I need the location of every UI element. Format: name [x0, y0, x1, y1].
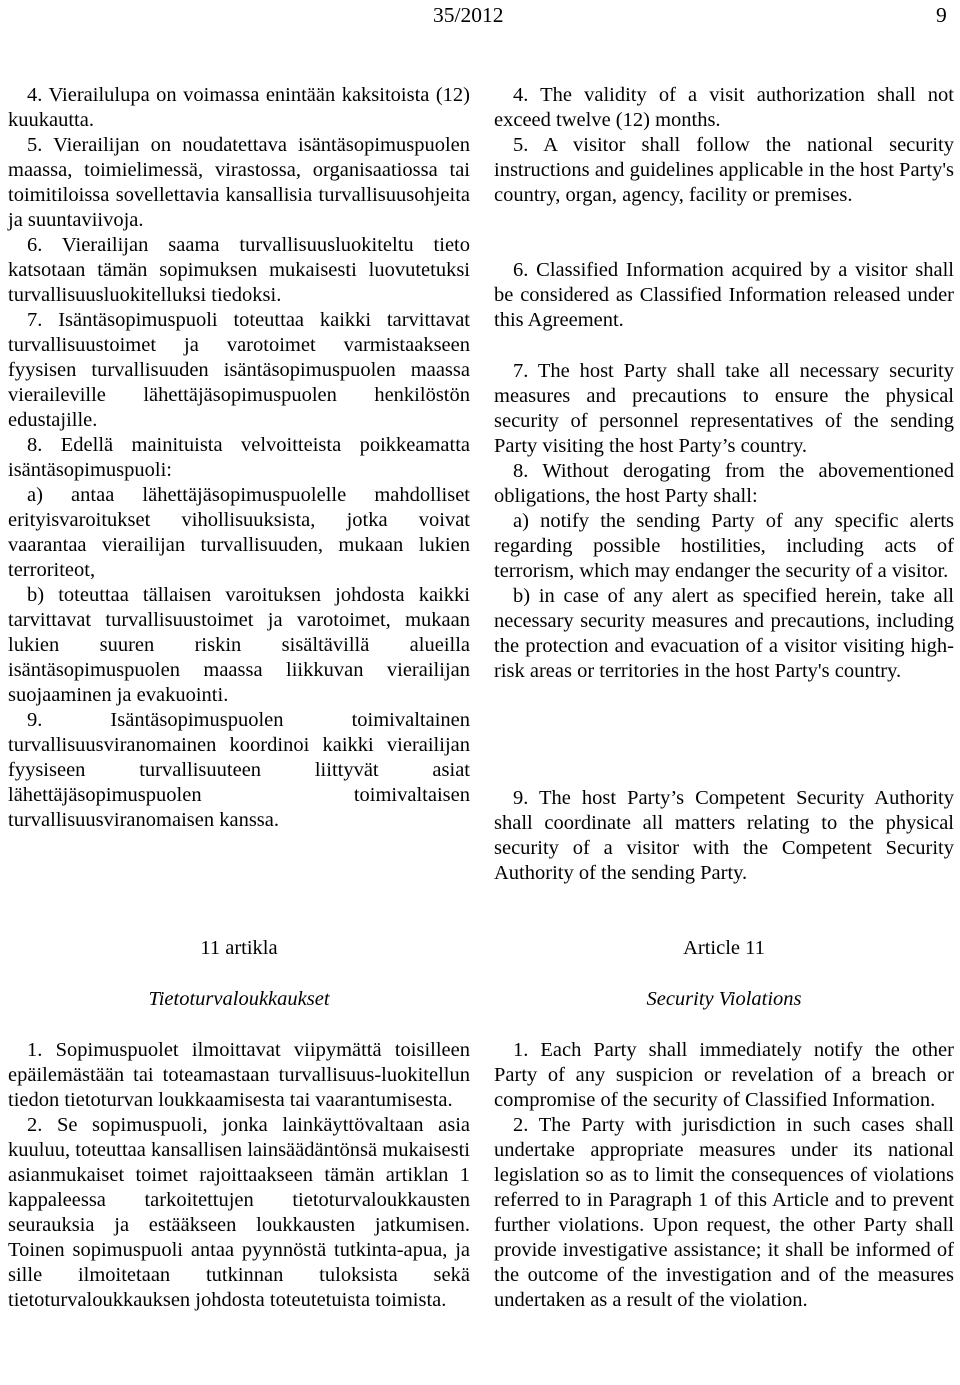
en-para-6: 6. Classified Information acquired by a visitor shall be considered as Classified Information released under this Agreement.	[494, 259, 954, 331]
fi-para-8: 8. Edellä mainituista velvoitteista poikkeamatta isäntäsopimuspuoli:	[8, 434, 470, 481]
fi-para-4: 4. Vierailulupa on voimassa enintään kaksitoista (12) kuukautta.	[8, 84, 470, 131]
en-para-5: 5. A visitor shall follow the national security instructions and guidelines applicable in the host Party's country, organ, agency, facility or premises.	[494, 134, 954, 206]
en-para-8b: b) in case of any alert as specified herein, take all necessary security measures and precautions, including the protection and evacuation of a visitor visiting high-risk areas or territories in the host Party's country.	[494, 585, 954, 682]
en-article-para-1: 1. Each Party shall immediately notify the other Party of any suspicion or revelation of a breach or compromise of the security of Classified Information.	[494, 1039, 954, 1111]
finnish-article-body	[8, 1038, 470, 1313]
english-article-title-block	[494, 987, 954, 1012]
fi-para-5: 5. Vierailijan on noudatettava isäntäsopimuspuolen maassa, toimielimessä, virastossa, organisaatiossa tai toimitiloissa sovellettavia kansallisia turvallisuusohjeita ja suuntaviivoja.	[8, 134, 470, 231]
issue-number: 35/2012	[433, 3, 504, 27]
fi-article-number: 11 artikla	[200, 937, 278, 959]
fi-para-6: 6. Vierailijan saama turvallisuusluokiteltu tieto katsotaan tämän sopimuksen mukaisesti luovutetuksi turvallisuusluokitelluksi tiedoksi.	[8, 234, 470, 306]
english-column	[494, 83, 954, 1383]
english-top-section-d	[494, 786, 954, 886]
english-top-section-a	[494, 83, 954, 208]
page-number: 9	[936, 3, 947, 27]
english-article-body	[494, 1038, 954, 1313]
en-article-title: Security Violations	[646, 988, 802, 1010]
en-para-9: 9. The host Party’s Competent Security Authority shall coordinate all matters relating to the physical security of a visitor with the Competent Security Authority of the sending Party.	[494, 787, 954, 884]
finnish-article-title-block	[8, 987, 470, 1012]
fi-para-8b: b) toteuttaa tällaisen varoituksen johdosta kaikki tarvittavat turvallisuustoimet ja varotoimet, mukaan lukien suuren riskin sisältävillä alueilla isäntäsopimuspuolen maassa liikkuvan vierailijan suojaaminen ja evakuointi.	[8, 584, 470, 706]
finnish-top-section	[8, 83, 470, 833]
page-header	[0, 0, 960, 40]
en-article-para-2: 2. The Party with jurisdiction in such cases shall undertake appropriate measures under its national legislation so as to limit the consequences of violations referred to in Paragraph 1 of this Article and to prevent further violations. Upon request, the other Party shall provide investigative assistance; it shall be informed of the outcome of the investigation and of the measures undertaken as a result of the violation.	[494, 1114, 954, 1311]
fi-para-9: 9. Isäntäsopimuspuolen toimivaltainen turvallisuusviranomainen koordinoi kaikki vierailijan fyysiseen turvallisuuteen liittyvät asiat lähettäjäsopimuspuolen toimivaltaisen turvallisuusviranomaisen kanssa.	[8, 709, 470, 831]
fi-para-7: 7. Isäntäsopimuspuoli toteuttaa kaikki tarvittavat turvallisuustoimet ja varotoimet varmistaakseen fyysisen turvallisuuden isäntäsopimuspuolen maassa vieraileville lähettäjäsopimuspuolen henkilöstön edustajille.	[8, 309, 470, 431]
english-top-section-c	[494, 359, 954, 684]
finnish-article-heading	[8, 936, 470, 961]
en-article-number: Article 11	[683, 937, 765, 959]
en-para-7: 7. The host Party shall take all necessary security measures and precautions to ensure the physical security of personnel representatives of the sending Party visiting the host Party’s country.	[494, 360, 954, 457]
en-para-4: 4. The validity of a visit authorization shall not exceed twelve (12) months.	[494, 84, 954, 131]
fi-article-para-2: 2. Se sopimuspuoli, jonka lainkäyttövaltaan asia kuuluu, toteuttaa kansallisen lainsäädäntönsä mukaisesti asianmukaiset toimet rajoittaakseen tämän artiklan 1 kappaleessa tarkoitettujen tietoturvaloukkausten seurauksia ja estääkseen loukkausten jatkumisen. Toinen sopimuspuoli antaa pyynnöstä tutkinta-apua, ja sille ilmoitetaan tutkinnan tuloksista sekä tietoturvaloukkauksen johdosta toteutetuista toimista.	[8, 1114, 470, 1311]
english-top-section-b	[494, 258, 954, 333]
english-article-heading	[494, 936, 954, 961]
fi-article-para-1: 1. Sopimuspuolet ilmoittavat viipymättä toisilleen epäilemästään tai toteamastaan turvallisuus-luokitellun tiedon tietoturvan loukkaamisesta tai vaarantumisesta.	[8, 1039, 470, 1111]
en-para-8: 8. Without derogating from the abovementioned obligations, the host Party shall:	[494, 460, 954, 507]
fi-para-8a: a) antaa lähettäjäsopimuspuolelle mahdolliset erityisvaroitukset vihollisuuksista, jotka voivat vaarantaa vierailijan turvallisuuden, mukaan lukien terroriteot,	[8, 484, 470, 581]
fi-article-title: Tietoturvaloukkaukset	[148, 988, 330, 1010]
en-para-8a: a) notify the sending Party of any specific alerts regarding possible hostilities, including acts of terrorism, which may endanger the security of a visitor.	[494, 510, 954, 582]
finnish-column	[8, 83, 470, 1383]
